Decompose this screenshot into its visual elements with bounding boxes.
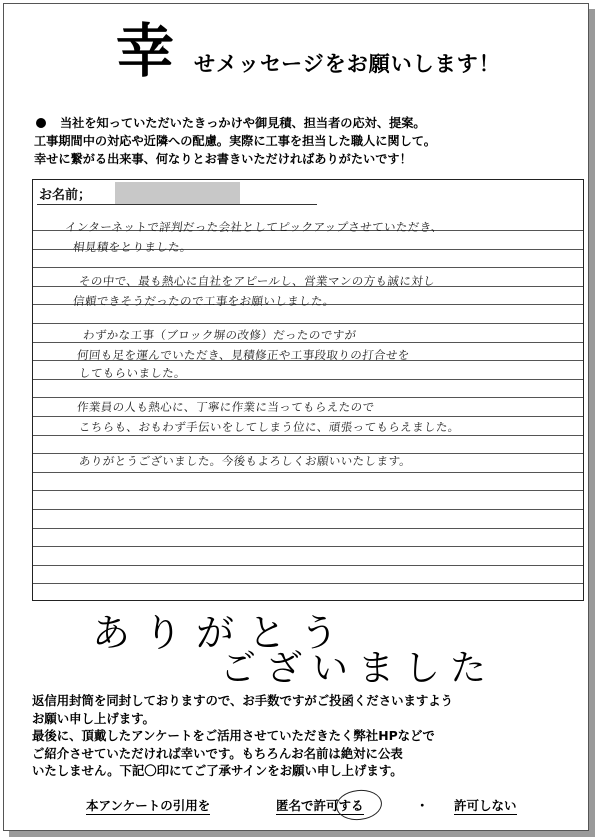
page-title <box>116 17 536 92</box>
name-redacted <box>115 182 240 204</box>
outro-line: お願い申し上げます。 <box>32 710 155 726</box>
title-text: せメッセージをお願いします！ <box>194 52 501 76</box>
title-lead-char: 幸 <box>116 17 175 85</box>
thanks-line-2: ございました <box>220 648 497 689</box>
ruled-line <box>33 509 583 510</box>
ruled-line <box>33 546 583 547</box>
handwritten-line: ありがとうございました。今後もよろしくお願いいたします。 <box>78 454 413 468</box>
handwritten-line: 相見積をとりました。 <box>72 240 193 254</box>
survey-sheet <box>3 3 589 831</box>
handwritten-line: 何回も足を運んでいただき、見積修正や工事段取りの打合せを <box>76 348 411 362</box>
handwritten-line: してもらいました。 <box>78 366 187 380</box>
handwritten-line: 作業員の人も熱心に、丁寧に作業に当ってもらえたので <box>76 400 376 414</box>
ruled-line <box>33 416 583 417</box>
consent-allow-option[interactable]: 匿名で許可する <box>276 798 364 813</box>
outro-line: いたしません。下記〇印にてご了承サインをお願い申し上げます。 <box>32 763 403 778</box>
intro-line: 工事期間中の対応や近隣への配慮。実際に工事を担当した職人に関して。 <box>34 134 436 148</box>
intro-line: 当社を知っていただいたきっかけや御見積、担当者の応対、提案。 <box>34 114 584 132</box>
ruled-line <box>33 267 583 268</box>
handwritten-line: 信頼できそうだったので工事をお願いしました。 <box>72 294 336 308</box>
outro-line: 返信用封筒を同封しておりますので、お手数ですがご投函くださいますよう <box>32 693 454 708</box>
consent-deny-option[interactable]: 許可しない <box>454 798 517 813</box>
ruled-line <box>33 528 583 529</box>
outro-line: ご紹介させていただければ幸いです。もちろんお名前は絶対に公表 <box>32 745 403 761</box>
ruled-line <box>33 472 583 473</box>
consent-row <box>86 796 556 820</box>
handwritten-line: こちらも、おもわず手伝いをしてしまう位に、頑張ってもらえました。 <box>78 420 461 434</box>
bullet-icon <box>36 118 46 128</box>
handwritten-line: その中で、最も熱心に自社をアピールし、営業マンの方も誠に対し <box>78 274 436 288</box>
handwritten-line: わずかな工事（ブロック塀の改修）だったのですが <box>82 328 358 342</box>
ruled-line <box>33 583 583 584</box>
name-label: お名前； <box>39 188 92 203</box>
intro-text <box>34 114 584 168</box>
intro-line: 幸せに繋がる出来事、何なりとお書きいただければありがたいです！ <box>34 152 412 166</box>
response-box <box>32 179 584 601</box>
selection-circle <box>335 788 384 823</box>
ruled-line <box>33 435 583 436</box>
ruled-line <box>33 397 583 398</box>
name-underline <box>37 204 317 205</box>
ruled-line <box>33 565 583 566</box>
thanks-line-1: ありがとう <box>92 611 353 655</box>
outro-line: 最後に、頂戴したアンケートをご活用させていただきたく弊社HPなどで <box>32 728 435 743</box>
consent-separator: ・ <box>416 798 429 813</box>
handwritten-line: インターネットで評判だった会社としてピックアップさせていただき、 <box>64 220 444 234</box>
consent-prefix: 本アンケートの引用を <box>86 798 211 813</box>
outro-text <box>32 692 582 780</box>
ruled-line <box>33 490 583 491</box>
ruled-line <box>33 323 583 324</box>
